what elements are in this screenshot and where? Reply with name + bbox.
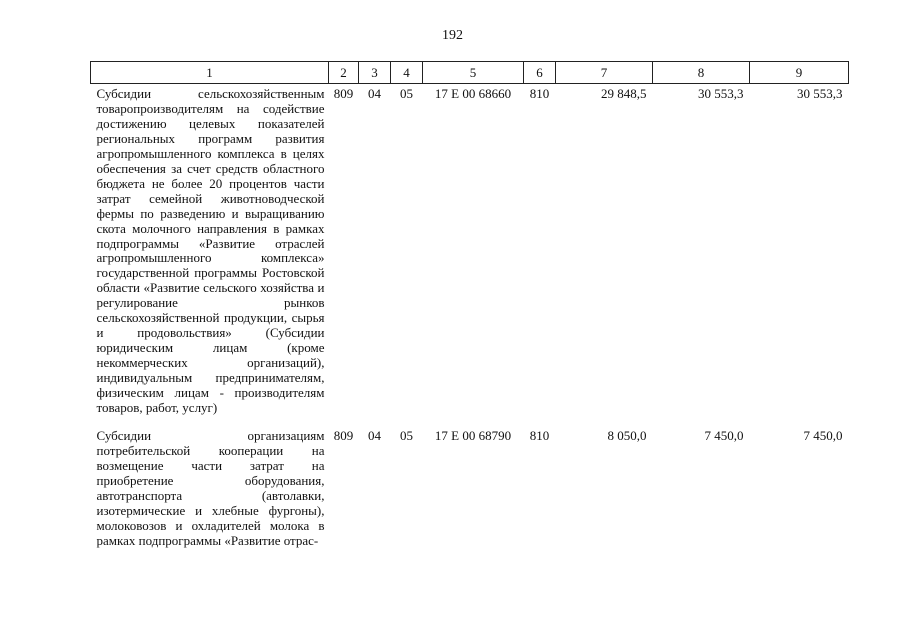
amount-col7: 29 848,5 xyxy=(601,86,647,101)
row-description: Субсидии организациям потребительской кооперации на возмещение части затрат на приобретение оборудования, автотранспорта (автолавки, изотермические и хлебные фургоны), молоковозов и охладителей молока в рамках подпрограммы «Развитие отрас- xyxy=(96,427,325,548)
table-row xyxy=(91,84,849,416)
header-cell-3: 3 xyxy=(359,62,391,84)
amount-col8: 7 450,0 xyxy=(704,427,744,443)
amount-col9: 30 553,3 xyxy=(797,86,843,101)
ministry-code: 809 xyxy=(333,86,354,101)
target-article-code: 17 Е 00 68790 xyxy=(434,427,512,443)
budget-table xyxy=(90,61,849,549)
ministry-code: 809 xyxy=(333,427,354,443)
expense-type-code: 810 xyxy=(529,86,550,101)
page-number: 192 xyxy=(442,28,463,43)
expense-type-code: 810 xyxy=(529,427,550,443)
header-cell-1: 1 xyxy=(91,62,329,84)
header-cell-6: 6 xyxy=(524,62,556,84)
header-cell-8: 8 xyxy=(653,62,750,84)
header-cell-7: 7 xyxy=(556,62,653,84)
section-code: 04 xyxy=(368,86,381,101)
row-description: Субсидии сельскохозяйственным товаропроизводителям на содействие достижению целевых показателей региональных программ развития агропромышленного комплекса в целях обеспечения за счет средств областного бюджета не более 20 процентов части затрат семейной животноводческой фермы по разведению и выращиванию скота молочного направления в рамках подпрограммы «Развитие отраслей агропромышленного комплекса» государственной программы Ростовской области «Развитие сельского хозяйства и регулирование рынков сельскохозяйственной продукции, сырья и продовольствия» (Субсидии юридическим лицам (кроме некоммерческих организаций), индивидуальным предпринимателям, физическим лицам - производителям товаров, работ, услуг) xyxy=(96,86,325,416)
section-code: 04 xyxy=(368,427,381,443)
header-cell-4: 4 xyxy=(391,62,423,84)
subsection-code: 05 xyxy=(400,427,413,443)
header-row xyxy=(91,62,849,84)
header-cell-5: 5 xyxy=(423,62,524,84)
subsection-code: 05 xyxy=(400,86,413,101)
table-row xyxy=(91,416,849,549)
target-article-code: 17 Е 00 68660 xyxy=(434,86,512,101)
amount-col8: 30 553,3 xyxy=(698,86,744,101)
amount-col9: 7 450,0 xyxy=(803,427,843,443)
amount-col7: 8 050,0 xyxy=(607,427,647,443)
header-cell-9: 9 xyxy=(750,62,849,84)
header-cell-2: 2 xyxy=(329,62,359,84)
